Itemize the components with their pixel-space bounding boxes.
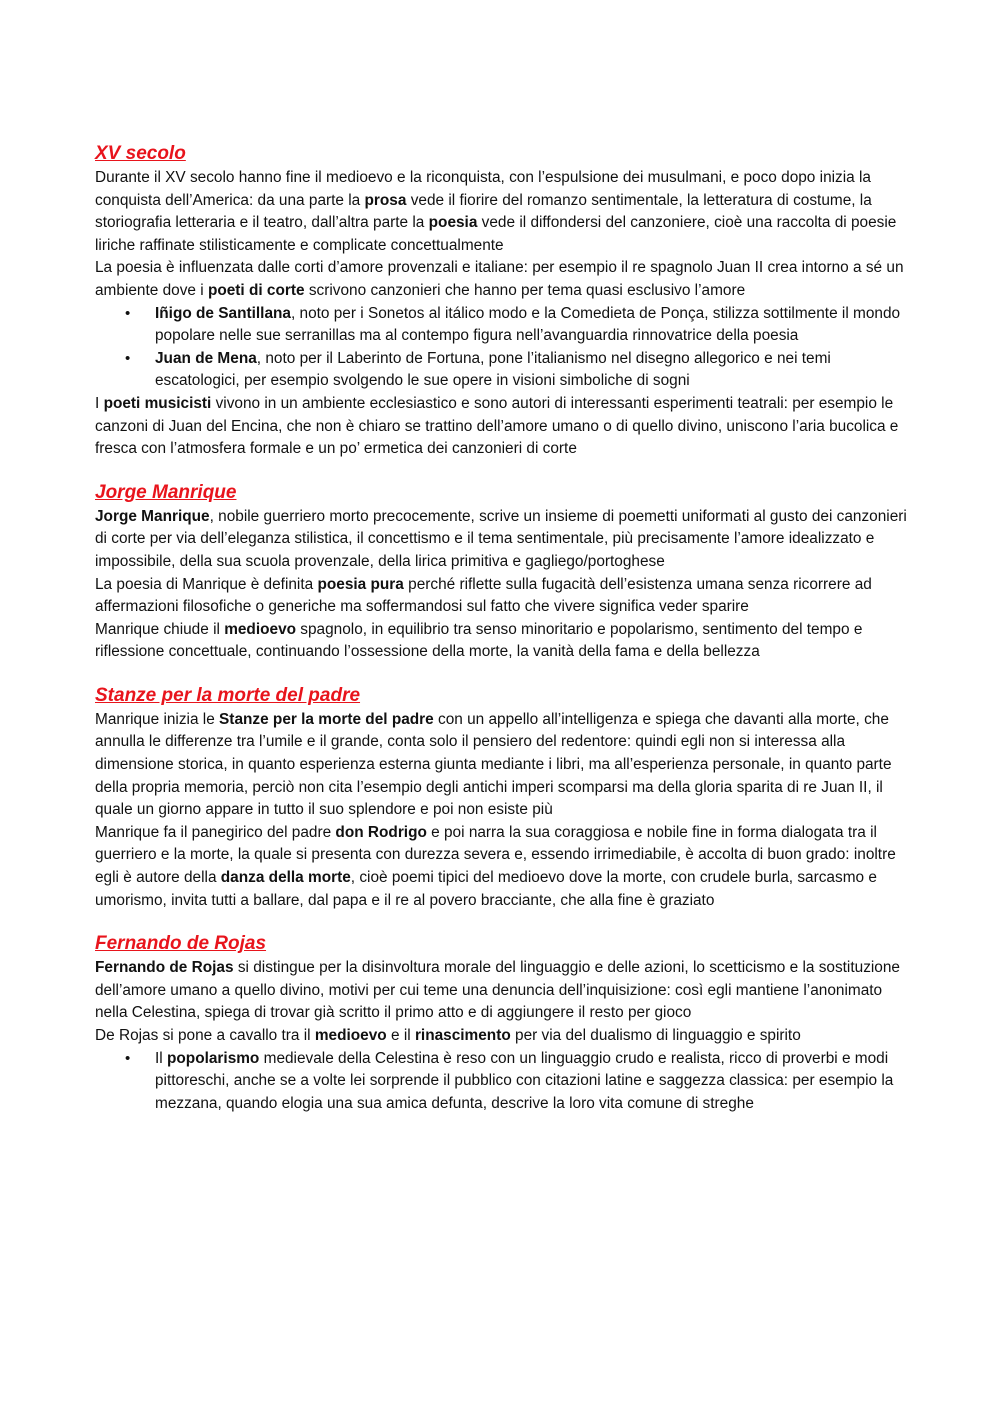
- text-run: e il: [386, 1027, 415, 1044]
- text-run: perché riflette sulla fugacità dell’esistenza umana senza ricorrere ad affermazioni filosofiche o generiche ma soffermandosi sul fatto che vivere significa veder sparire: [95, 575, 872, 616]
- paragraph: [95, 574, 910, 619]
- text-run: vede il fiorire del romanzo sentimentale, la letteratura di costume, la storiografia letteraria e il teatro, dall’altra parte la: [95, 191, 872, 232]
- document-section: [95, 141, 910, 461]
- bold-term: Fernando de Rojas: [95, 959, 234, 977]
- bold-term: don Rodrigo: [335, 823, 427, 841]
- paragraph: [95, 506, 910, 574]
- bold-term: danza della morte: [220, 869, 351, 887]
- bold-term: poesia pura: [317, 575, 404, 593]
- bold-term: prosa: [364, 191, 407, 209]
- text-run: , cioè poemi tipici del medioevo dove la morte, con crudele burla, sarcasmo e umorismo, invita tutti a ballare, dal papa e il re al povero bracciante, che alla fine è graziato: [95, 869, 877, 909]
- text-run: si distingue per la disinvoltura morale del linguaggio e delle azioni, lo scetticismo e la sostituzione dell’amore umano a quello divino, motivi per cui teme una denuncia dell’inquisizione: così egli mantiene l’anonimato nella Celestina, spiega di trovar già scritto il primo atto e di aggiungere il resto per gioco: [95, 959, 900, 1022]
- bullet-list: [95, 1048, 910, 1116]
- bold-term: poeti di corte: [207, 281, 305, 299]
- paragraph: [95, 1025, 910, 1048]
- document-section: [95, 683, 910, 912]
- bold-term: poesia: [428, 214, 478, 232]
- text-run: , noto per il Laberinto de Fortuna, pone l’italianismo nel disegno allegorico e nei temi escatologici, per esempio svolgendo le sue opere in visioni simboliche di sogni: [155, 349, 831, 390]
- bullet-list: [95, 303, 910, 393]
- text-run: De Rojas si pone a cavallo tra il: [95, 1027, 315, 1044]
- text-run: e poi narra la sua coraggiosa e nobile fine in forma dialogata tra il guerriero e la morte, la quale si presenta con durezza severa e, essendo irrimediabile, è accolta di buon grado: inoltre egli è autore della: [95, 823, 896, 887]
- list-item: [155, 303, 910, 348]
- text-run: scrivono canzonieri che hanno per tema quasi esclusivo l’amore: [304, 281, 746, 299]
- paragraph: [95, 709, 910, 822]
- section-heading: Stanze per la morte del padre: [95, 684, 361, 706]
- bold-term: medioevo: [224, 620, 297, 638]
- text-run: Durante il XV secolo hanno fine il medioevo e la riconquista, con l’espulsione dei musulmani, e poco dopo inizia la conquista dell’America: da una parte la: [95, 169, 871, 209]
- bold-term: Juan de Mena: [155, 349, 257, 367]
- list-item: [155, 348, 910, 393]
- paragraph: [95, 619, 910, 664]
- document-section: [95, 480, 910, 664]
- paragraph: [95, 957, 910, 1025]
- text-run: , noto per i Sonetos al itálico modo e la Comedieta de Ponça, stilizza sottilmente il mondo popolare nelle sue serranillas ma al contempo figura nell’avanguardia rinnovatrice della poesia: [155, 304, 901, 345]
- document-section: [95, 931, 910, 1115]
- text-run: Manrique chiude il: [95, 620, 225, 638]
- bold-term: Stanze per la morte del padre: [219, 710, 434, 728]
- text-run: Manrique fa il panegirico del padre: [95, 823, 336, 841]
- text-run: con un appello all’intelligenza e spiega che davanti alla morte, che annulla le differenze tra l’umile e il grande, conta solo il pensiero del redentore: quindi egli non si interessa alla dimensione storica, in quanto esperienza esterna giunta mediante i libri, ma all’esperienza personale, in quanto parte della propria memoria, perciò non cita l’esempio degli antichi imperi scomparsi ma della gloria sparita di re Juan II, il quale un giorno appare in tutto il suo splendore e poi non esiste più: [95, 710, 892, 819]
- bold-term: Iñigo de Santillana: [155, 304, 291, 322]
- text-run: I: [95, 394, 104, 412]
- bold-term: Jorge Manrique: [95, 507, 210, 525]
- text-run: La poesia è influenzata dalle corti d’amore provenzali e italiane: per esempio il re spagnolo Juan II crea intorno a sé un ambiente dove i: [95, 259, 904, 299]
- list-item: [155, 1048, 910, 1116]
- bold-term: rinascimento: [414, 1027, 511, 1044]
- text-run: vivono in un ambiente ecclesiastico e sono autori di interessanti esperimenti teatrali: per esempio le canzoni di Juan del Encina, che non è chiaro se trattino dell’amore umano o di quello divino, uniscono l’aria bucolica e fresca con l’atmosfera formale e un po’ ermetica dei canzonieri di corte: [95, 394, 899, 458]
- paragraph: [95, 822, 910, 912]
- bold-term: poeti musicisti: [103, 394, 212, 412]
- section-heading: XV secolo: [95, 143, 186, 164]
- section-heading: Jorge Manrique: [95, 481, 237, 503]
- text-run: spagnolo, in equilibrio tra senso minoritario e popolarismo, sentimento del tempo e riflessione concettuale, continuando l’ossessione della morte, la vanità della fama e della bellezza: [95, 620, 863, 661]
- text-run: Il: [155, 1049, 167, 1067]
- text-run: Manrique inizia le: [95, 710, 220, 728]
- text-run: per via del dualismo di linguaggio e spirito: [510, 1027, 801, 1044]
- section-heading: Fernando de Rojas: [95, 933, 267, 955]
- bold-term: medioevo: [314, 1027, 387, 1044]
- paragraph: [95, 393, 910, 461]
- paragraph: [95, 257, 910, 302]
- bold-term: popolarismo: [166, 1049, 260, 1067]
- paragraph: [95, 167, 910, 257]
- text-run: vede il diffondersi del canzoniere, cioè una raccolta di poesie liriche raffinate stilisticamente e complicate concettualmente: [95, 214, 897, 254]
- text-run: , nobile guerriero morto precocemente, scrive un insieme di poemetti uniformati al gusto dei canzonieri di corte per via dell’eleganza stilistica, il concettismo e il tema sentimentale, più precisamente l’amore idealizzato e impossibile, della sua scuola provenzale, della lirica primitiva e gagliego/portoghese: [95, 507, 907, 570]
- text-run: La poesia di Manrique è definita: [95, 575, 318, 593]
- text-run: medievale della Celestina è reso con un linguaggio crudo e realista, ricco di proverbi e modi pittoreschi, anche se a volte lei sorprende il pubblico con citazioni latine e saggezza classica: per esempio la mezzana, quando elogia una sua amica defunta, descrive la loro vita comune di streghe: [155, 1049, 894, 1112]
